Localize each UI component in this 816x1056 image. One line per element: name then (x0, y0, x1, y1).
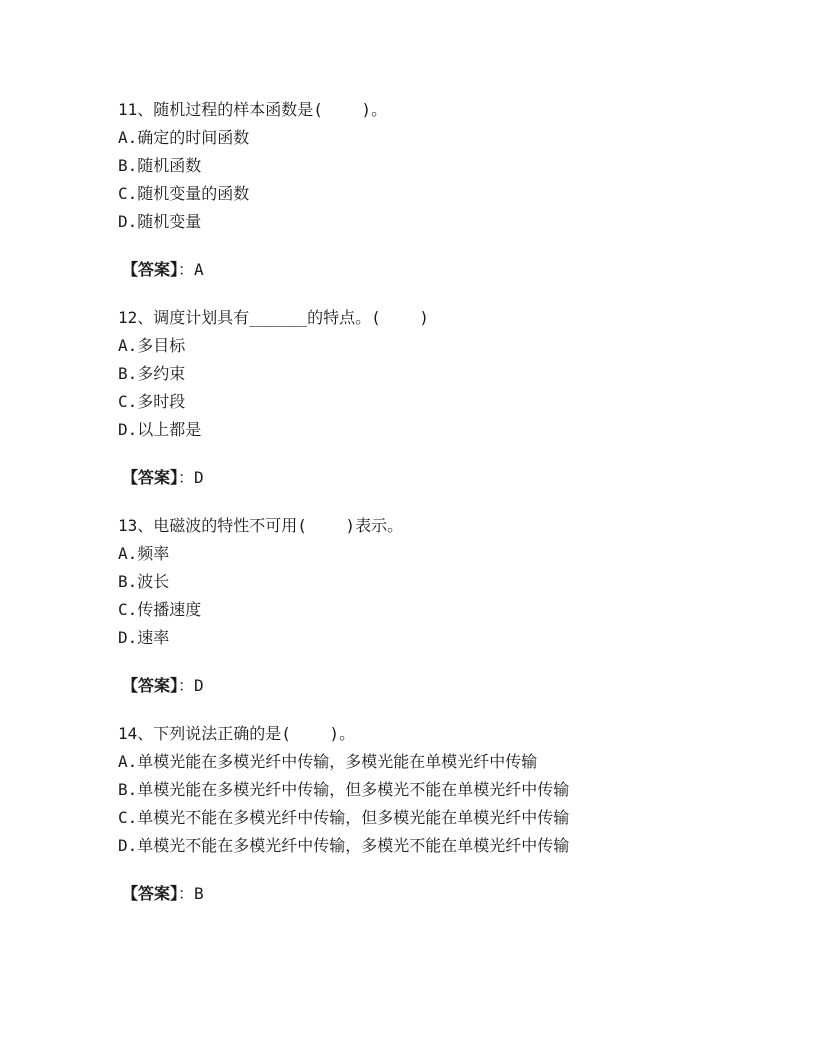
option-b: B.随机函数 (118, 156, 202, 175)
answer-line (122, 880, 758, 908)
answer-label: 【答案】 (122, 260, 179, 279)
question-stem: 12、调度计划具有______的特点。( ) (118, 308, 429, 327)
answer-value: D (194, 468, 204, 487)
option-a: A.确定的时间函数 (118, 128, 250, 147)
answer-value: D (194, 676, 204, 695)
option-d: D.随机变量 (118, 212, 202, 231)
answer-separator: ： (178, 468, 195, 487)
question-14 (118, 720, 758, 908)
option-a: A.频率 (118, 544, 170, 563)
answer-separator: ： (178, 884, 195, 903)
option-b: B.单模光能在多模光纤中传输，但多模光不能在单模光纤中传输 (118, 780, 570, 799)
option-d: D.速率 (118, 628, 170, 647)
option-c: C.传播速度 (118, 600, 202, 619)
question-11 (118, 96, 758, 284)
option-d: D.单模光不能在多模光纤中传输，多模光不能在单模光纤中传输 (118, 836, 570, 855)
answer-value: B (194, 884, 204, 903)
option-c: C.单模光不能在多模光纤中传输，但多模光能在单模光纤中传输 (118, 808, 570, 827)
answer-label: 【答案】 (122, 884, 179, 903)
answer-line (122, 464, 758, 492)
answer-value: A (194, 260, 204, 279)
option-b: B.多约束 (118, 364, 186, 383)
option-c: C.随机变量的函数 (118, 184, 250, 203)
question-13 (118, 512, 758, 700)
question-12 (118, 304, 758, 492)
answer-line (122, 672, 758, 700)
question-stem: 14、下列说法正确的是( )。 (118, 724, 356, 743)
option-a: A.单模光能在多模光纤中传输，多模光能在单模光纤中传输 (118, 752, 538, 771)
option-a: A.多目标 (118, 336, 186, 355)
document-page (118, 96, 758, 928)
answer-separator: ： (178, 676, 195, 695)
answer-separator: ： (178, 260, 195, 279)
question-stem: 13、电磁波的特性不可用( )表示。 (118, 516, 404, 535)
question-stem: 11、随机过程的样本函数是( )。 (118, 100, 388, 119)
answer-label: 【答案】 (122, 468, 179, 487)
answer-label: 【答案】 (122, 676, 179, 695)
option-c: C.多时段 (118, 392, 186, 411)
option-b: B.波长 (118, 572, 170, 591)
answer-line (122, 256, 758, 284)
option-d: D.以上都是 (118, 420, 202, 439)
